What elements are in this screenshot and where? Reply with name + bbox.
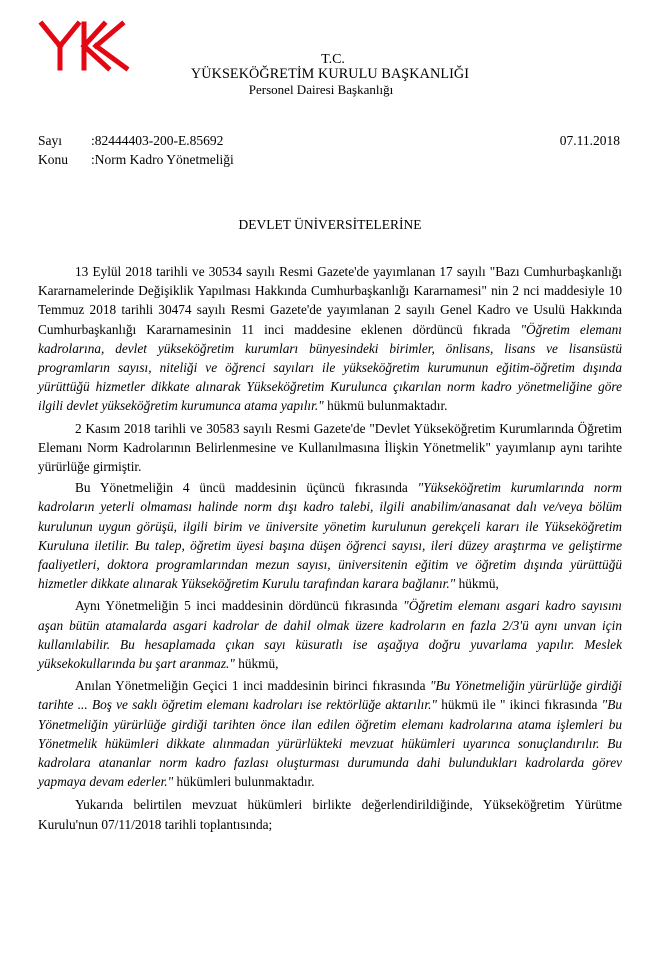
- addressee: DEVLET ÜNİVERSİTELERİNE: [238, 217, 422, 232]
- paragraph-text: hükmü,: [455, 576, 499, 592]
- institution-name: YÜKSEKÖĞRETİM KURULU BAŞKANLIĞI: [190, 66, 470, 82]
- paragraph-text: hükümleri bulunmaktadır.: [173, 774, 315, 790]
- paragraph-text: Bu Yönetmeliğin 4 üncü maddesinin üçüncü fıkrasında: [75, 480, 418, 496]
- paragraph-text: hükmü,: [234, 656, 279, 672]
- quoted-provision: "Öğretim elemanı kadrolarına, devlet yükseköğretim kurumları bünyesindeki birimler, önlisans, lisans ve lisansüstü programların sayısı, niteliği ve öğrenci sayıları ile yükseköğretim kurumunun eğitim-öğretim dışında yürüttüğü hizmetler dikkate alınarak Yükseköğretim Kurulunca çıkarılan norm kadro yönetmeliğine göre ilgili devlet yükseköğretim kurumunca atama yapılır.": [38, 321, 622, 414]
- paragraph-1: [38, 262, 622, 416]
- konu-value: :Norm Kadro Yönetmeliği: [91, 152, 234, 167]
- letterhead: [0, 52, 660, 97]
- letter-body: [38, 262, 622, 837]
- quoted-provision: "Bu Yönetmeliğin yürürlüğe girdiği tarihten önce ilan edilen öğretim elemanı kadrolarına atama işlemleri bu Yönetmelik hükümleri dikkate alınmadan yürürlükteki mevzuat hükümleri uyarınca sonuçlandırılır. Bu kadrolara atananlar norm kadro fazlası oluşturması durumunda dahi bulundukları kadrolarda görev yapmaya devam ederler.": [38, 697, 622, 790]
- paragraph-text: hükmü bulunmaktadır.: [323, 398, 448, 414]
- paragraph-3: [38, 478, 622, 593]
- department-name: Personel Dairesi Başkanlığı: [248, 82, 394, 97]
- quoted-provision: "Bu Yönetmeliğin yürürlüğe girdiği tarihte ... Boş ve saklı öğretim elemanı kadroları ise rektörlüğe aktarılır.": [38, 678, 623, 713]
- quoted-provision: "Yükseköğretim kurumlarında norm kadroların yeterli olmaması halinde norm dışı kadro talebi, ilgili anabilim/anasanat dalı ve/veya bölüm kurulunun uygun görüşü, ilgili birim ve üniversite yönetim kurulunun gerekçeli kararı ile Yükseköğretim Kuruluna iletilir. Bu talep, öğretim üyesi başına düşen öğrenci sayısı, ileri düzey araştırma ve geliştirme faaliyetleri, doktora programlarından mezun sayısı, üniversitenin eğitim ve öğretim dışında yürüttüğü hizmetler dikkate alınarak Yükseköğretim Kurulu tarafından karara bağlanır.": [38, 480, 622, 592]
- paragraph-text: 13 Eylül 2018 tarihli ve 30534 sayılı Resmi Gazete'de yayımlanan 17 sayılı "Bazı Cumhurbaşkanlığı Kararnamelerinde Değişiklik Yapılması Hakkında Cumhurbaşkanlığı Kararnamesi" nin 2 nci maddesiyle 10 Temmuz 2018 tarihli 30474 sayılı Resmi Gazete'de yayımlanan 2 sayılı Genel Kadro ve Usulü Hakkında Cumhurbaşkanlığı Kararnamesinin 11 inci maddesine eklenen dördüncü fıkrada: [38, 264, 622, 337]
- sayi-label: Sayı: [38, 133, 63, 148]
- country-label: T.C.: [321, 52, 345, 67]
- paragraph-4: [38, 596, 622, 673]
- konu-label: Konu: [38, 152, 68, 167]
- sayi-value: :82444403-200-E.85692: [91, 133, 224, 148]
- paragraph-text: Aynı Yönetmeliğin 5 inci maddesinin dördüncü fıkrasında: [75, 598, 404, 614]
- paragraph-text: hükmü ile " ikinci fıkrasında: [436, 697, 602, 713]
- paragraph-5: [38, 676, 622, 791]
- quoted-provision: "Öğretim elemanı asgari kadro sayısını aşan bütün atamalarda asgari kadrolar de dahil olmak üzere kadroların en fazla 2/3'ü aynı unvan için kullanılabilir. Bu hesaplamada çıkan sayı küsuratlı ise aşağıya doğru yuvarlama yapılır. Meslek yüksekokullarında bu şart aranmaz.": [38, 598, 622, 672]
- paragraph-text: Anılan Yönetmeliğin Geçici 1 inci maddesinin birinci fıkrasında: [75, 678, 430, 694]
- paragraph-text: Yukarıda belirtilen mevzuat hükümleri birlikte değerlendirildiğinde, Yükseköğretim Yürütme Kurulu'nun 07/11/2018 tarihli toplantısında;: [38, 797, 622, 832]
- paragraph-text: 2 Kasım 2018 tarihli ve 30583 sayılı Resmi Gazete'de "Devlet Yükseköğretim Kurumlarında Öğretim Elemanı Norm Kadrolarının Belirlenmesine ve Kullanılmasına İlişkin Yönetmelik" yayımlanıp aynı tarihte yürürlüğe girmiştir.: [38, 420, 622, 475]
- paragraph-6: [38, 795, 622, 833]
- paragraph-2: [38, 419, 622, 477]
- document-date: 07.11.2018: [559, 133, 620, 148]
